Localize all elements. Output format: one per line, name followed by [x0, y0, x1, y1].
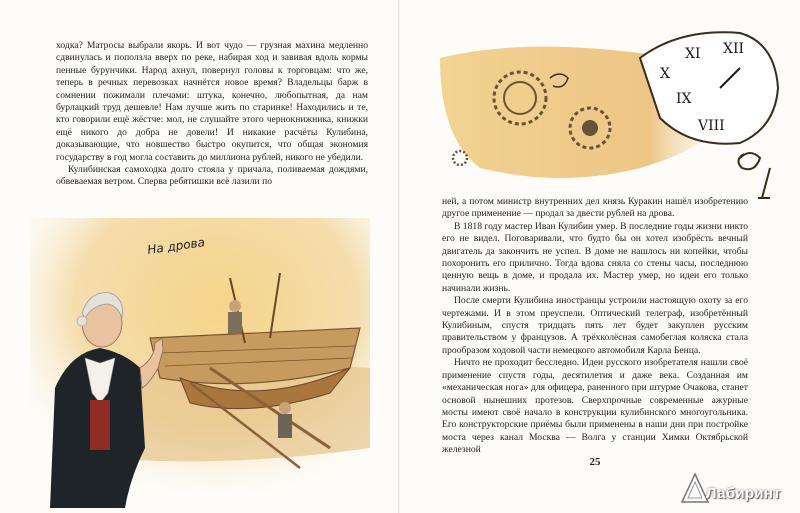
page-number: 25	[589, 456, 601, 468]
svg-text:X: X	[660, 66, 670, 82]
illustration-caption: На дрова	[146, 235, 206, 257]
left-page-text	[56, 40, 368, 189]
kulibin-boat-illustration	[30, 218, 370, 508]
clock-gears-illustration	[440, 18, 780, 200]
left-paragraph-2: Кулибинская самоходка долго стояла у причала, поливаемая дождями, обвеваемая ветром. Сперва ребятишки всё лазили по	[56, 164, 368, 188]
labirint-watermark	[680, 472, 795, 506]
svg-text:VIII: VIII	[698, 118, 725, 134]
right-paragraph-2: В 1818 году мастер Иван Кулибин умер. В последние годы жизни никто его не видел. Поговаривали, что будто бы он хотел изобрёсть вечный двигатель да закончить не успел. В доме не нашлось ни копейки, чтобы похоронить его прилично. Тогда вдова сняла со стены часы, последнюю ценную вещь в доме, и продала их. Мастер умер, но идеи его только начинали жизнь.	[442, 220, 748, 294]
svg-text:XI: XI	[685, 46, 701, 62]
labirint-watermark-text: Лабиринт	[706, 485, 781, 502]
svg-text:IX: IX	[676, 91, 692, 107]
right-paragraph-3: После смерти Кулибина иностранцы устроили настоящую охоту за его чертежами. И в этом преуспели. Оптический телеграф, изобретённый Кулибиным, спустя тридцать пять лет будет закуплен русским правительством у французов. А трёхколёсная самобеглая коляска стала прообразом ходовой части немецкого автомобиля Карла Бенца.	[442, 295, 748, 356]
right-paragraph-1: ней, а потом министр внутренних дел князь Куракин нашёл изобретению другое применение — продал за двести рублей на дрова.	[442, 196, 748, 220]
svg-text:XII: XII	[723, 41, 745, 57]
left-paragraph-1: ходка? Матросы выбрали якорь. И вот чудо — грузная махина медленно сдвинулась и поползла вверх по реке, набирая ход и завивая вдоль кормы пенные бурунчики. Народ ахнул, повернул головы к торговцам: что же, теперь в речных перевозках начнётся новое время? Владельцы барж в сомнении пожимали плечами: штука, конечно, любопытная, да нам бурлацкий труд дешевле! Нам лучше жить по старинке! Находились и те, кто говорили ещё жёстче: мол, не слушайте этого чернокнижника, книжки ещё никого до добра не довели! И никакие расчёты Кулибина, доказывающие, что новшество быстро окупится, что общая экономия государству в год могла составить до миллиона рублей, никого не убедили.	[56, 40, 368, 163]
right-paragraph-4: Ничто не проходит бесследно. Идеи русского изобретателя нашли своё применение спустя годы, десятилетия и даже века. Созданная им «механическая нога» для офицера, раненного при штурме Очакова, станет основой нынешних протезов. Сверхпрочные современные ажурные мосты имеют своё начало в конструкции кулибинского многоугольника. Его конструкторские приёмы были применены в наши дни при постройке моста через канал Москва — Волга у станции Химки Октябрьской железной	[442, 357, 748, 456]
right-page-text	[442, 196, 748, 457]
